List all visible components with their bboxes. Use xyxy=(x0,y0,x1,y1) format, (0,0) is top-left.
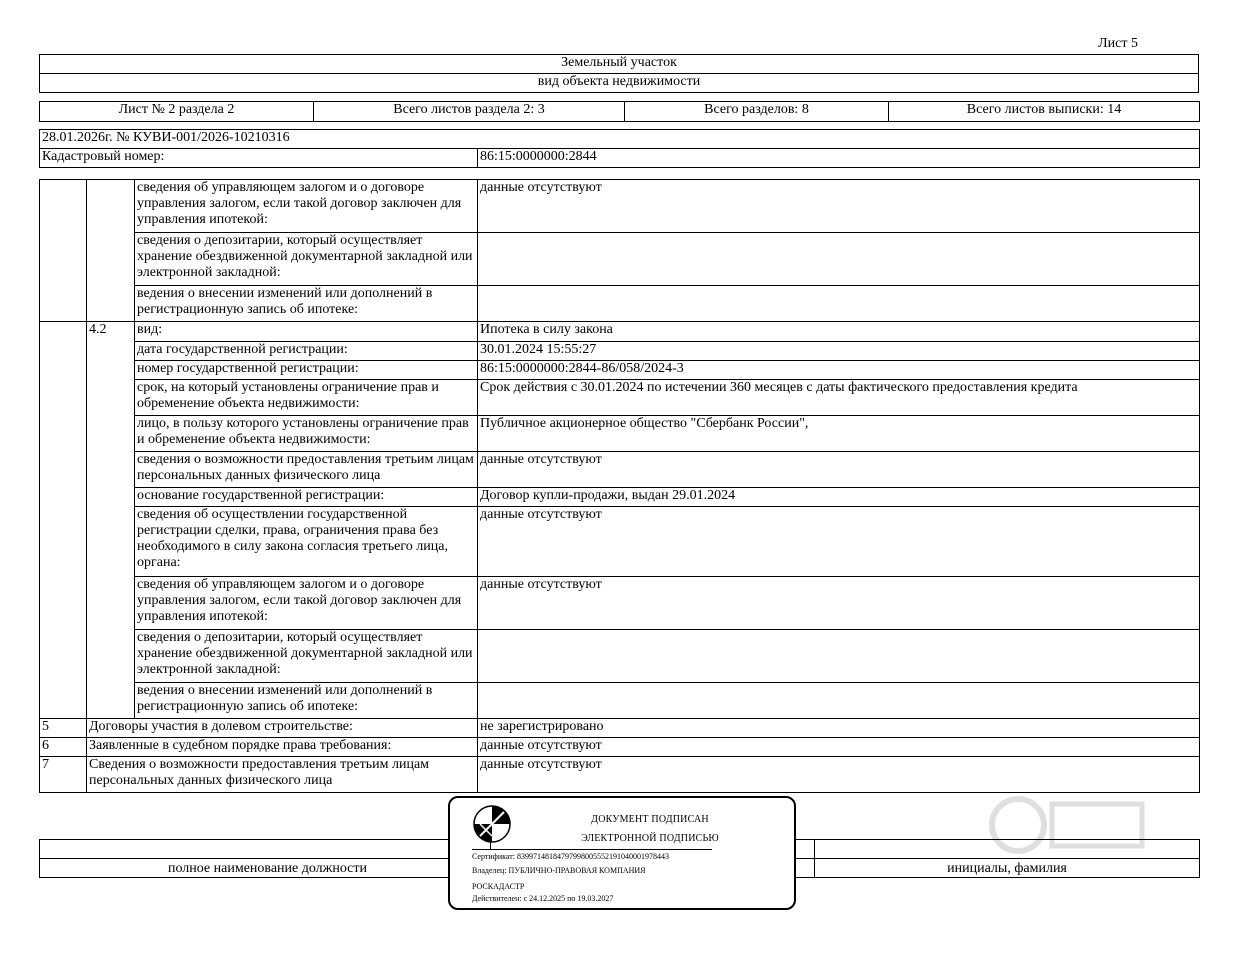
table-row xyxy=(40,180,1200,233)
table-row xyxy=(40,452,1200,488)
subsection-cell xyxy=(87,180,135,322)
request-date-number: 28.01.2026г. № КУВИ-001/2026-10210316 xyxy=(40,130,1200,149)
row-value: Ипотека в силу закона xyxy=(478,322,1200,342)
table-row xyxy=(40,577,1200,630)
row-label: сведения об управляющем залогом и о договоре управления залогом, если такой договор заключен для управления ипотекой: xyxy=(135,180,478,233)
electronic-signature-stamp xyxy=(448,796,796,910)
stamp-title-line1: ДОКУМЕНТ ПОДПИСАН xyxy=(591,814,709,825)
table-row xyxy=(40,342,1200,361)
total-sheets-extract: Всего листов выписки: 14 xyxy=(889,102,1200,122)
table-row xyxy=(40,361,1200,380)
row-label: Сведения о возможности предоставления третьим лицам персональных данных физического лица xyxy=(87,757,478,793)
row-value: Публичное акционерное общество "Сбербанк России", xyxy=(478,416,1200,452)
stamp-title-line2: ЭЛЕКТРОННОЙ ПОДПИСЬЮ xyxy=(581,833,719,844)
row-value: данные отсутствуют xyxy=(478,452,1200,488)
row-label: номер государственной регистрации: xyxy=(135,361,478,380)
row-label: сведения о возможности предоставления третьим лицам персональных данных физического лица xyxy=(135,452,478,488)
section-number: 7 xyxy=(40,757,87,793)
stamp-divider xyxy=(472,849,712,850)
row-value xyxy=(478,286,1200,322)
row-value xyxy=(478,233,1200,286)
table-row xyxy=(40,380,1200,416)
row-label: сведения о депозитарии, который осуществляет хранение обездвиженной документарной закладной или электронной закладной: xyxy=(135,630,478,683)
encumbrance-table xyxy=(39,179,1200,793)
row-label: вид: xyxy=(135,322,478,342)
sheet-section: Лист № 2 раздела 2 xyxy=(40,102,314,122)
object-header xyxy=(39,54,1199,93)
table-row xyxy=(40,322,1200,342)
row-label: ведения о внесении изменений или дополнений в регистрационную запись об ипотеке: xyxy=(135,286,478,322)
object-type: Земельный участок xyxy=(40,55,1199,74)
table-row xyxy=(40,233,1200,286)
row-label: сведения об управляющем залогом и о договоре управления залогом, если такой договор заключен для управления ипотекой: xyxy=(135,577,478,630)
object-kind: вид объекта недвижимости xyxy=(40,74,1199,93)
row-value: 86:15:0000000:2844-86/058/2024-3 xyxy=(478,361,1200,380)
row-value: данные отсутствуют xyxy=(478,180,1200,233)
subsection-number: 4.2 xyxy=(87,322,135,719)
row-value: данные отсутствуют xyxy=(478,577,1200,630)
sheet-info-row xyxy=(39,101,1200,122)
row-label: сведения об осуществлении государственной регистрации сделки, права, ограничения права без необходимого в силу закона согласия третьего лица, органа: xyxy=(135,507,478,577)
table-row xyxy=(40,416,1200,452)
row-label: сведения о депозитарии, который осуществляет хранение обездвиженной документарной закладной или электронной закладной: xyxy=(135,233,478,286)
table-row xyxy=(40,719,1200,738)
row-value: 30.01.2024 15:55:27 xyxy=(478,342,1200,361)
row-value: Срок действия с 30.01.2024 по истечении 360 месяцев с даты фактического предоставления кредита xyxy=(478,380,1200,416)
table-row xyxy=(40,683,1200,719)
name-label: инициалы, фамилия xyxy=(815,859,1200,878)
section-cell xyxy=(40,180,87,322)
roskadastr-logo-icon xyxy=(472,804,512,844)
table-row xyxy=(40,507,1200,577)
stamp-certificate: Сертификат: 839971481847979980055521910400019784​43 xyxy=(472,852,669,861)
table-row xyxy=(40,630,1200,683)
stamp-owner: Владелец: ПУБЛИЧНО-ПРАВОВАЯ КОМПАНИЯ xyxy=(472,866,646,875)
row-value: не зарегистрировано xyxy=(478,719,1200,738)
row-label: Договоры участия в долевом строительстве: xyxy=(87,719,478,738)
cadastral-label: Кадастровый номер: xyxy=(40,149,478,168)
stamp-validity: Действителен: с 24.12.2025 по 19.03.2027 xyxy=(472,894,614,903)
position-label: полное наименование должности xyxy=(40,859,496,878)
position-cell xyxy=(40,840,496,859)
section-number: 6 xyxy=(40,738,87,757)
table-row xyxy=(40,738,1200,757)
sheet-number: Лист 5 xyxy=(1098,36,1138,51)
row-value: данные отсутствуют xyxy=(478,738,1200,757)
table-row xyxy=(40,488,1200,507)
section-cell xyxy=(40,322,87,719)
row-label: Заявленные в судебном порядке права требования: xyxy=(87,738,478,757)
row-value: данные отсутствуют xyxy=(478,507,1200,577)
table-row xyxy=(40,286,1200,322)
row-label: дата государственной регистрации: xyxy=(135,342,478,361)
stamp-owner-line2: РОСКАДАСТР xyxy=(472,882,525,891)
row-value: Договор купли-продажи, выдан 29.01.2024 xyxy=(478,488,1200,507)
watermark-logo-icon xyxy=(988,790,1148,860)
row-label: лицо, в пользу которого установлены ограничение прав и обременение объекта недвижимости: xyxy=(135,416,478,452)
row-label: ведения о внесении изменений или дополнений в регистрационную запись об ипотеке: xyxy=(135,683,478,719)
registration-block xyxy=(39,129,1200,168)
row-value xyxy=(478,683,1200,719)
row-value xyxy=(478,630,1200,683)
total-sheets-section: Всего листов раздела 2: 3 xyxy=(314,102,625,122)
section-number: 5 xyxy=(40,719,87,738)
total-sections: Всего разделов: 8 xyxy=(625,102,889,122)
table-row xyxy=(40,757,1200,793)
row-label: основание государственной регистрации: xyxy=(135,488,478,507)
row-label: срок, на который установлены ограничение прав и обременение объекта недвижимости: xyxy=(135,380,478,416)
row-value: данные отсутствуют xyxy=(478,757,1200,793)
cadastral-value: 86:15:0000000:2844 xyxy=(478,149,1200,168)
